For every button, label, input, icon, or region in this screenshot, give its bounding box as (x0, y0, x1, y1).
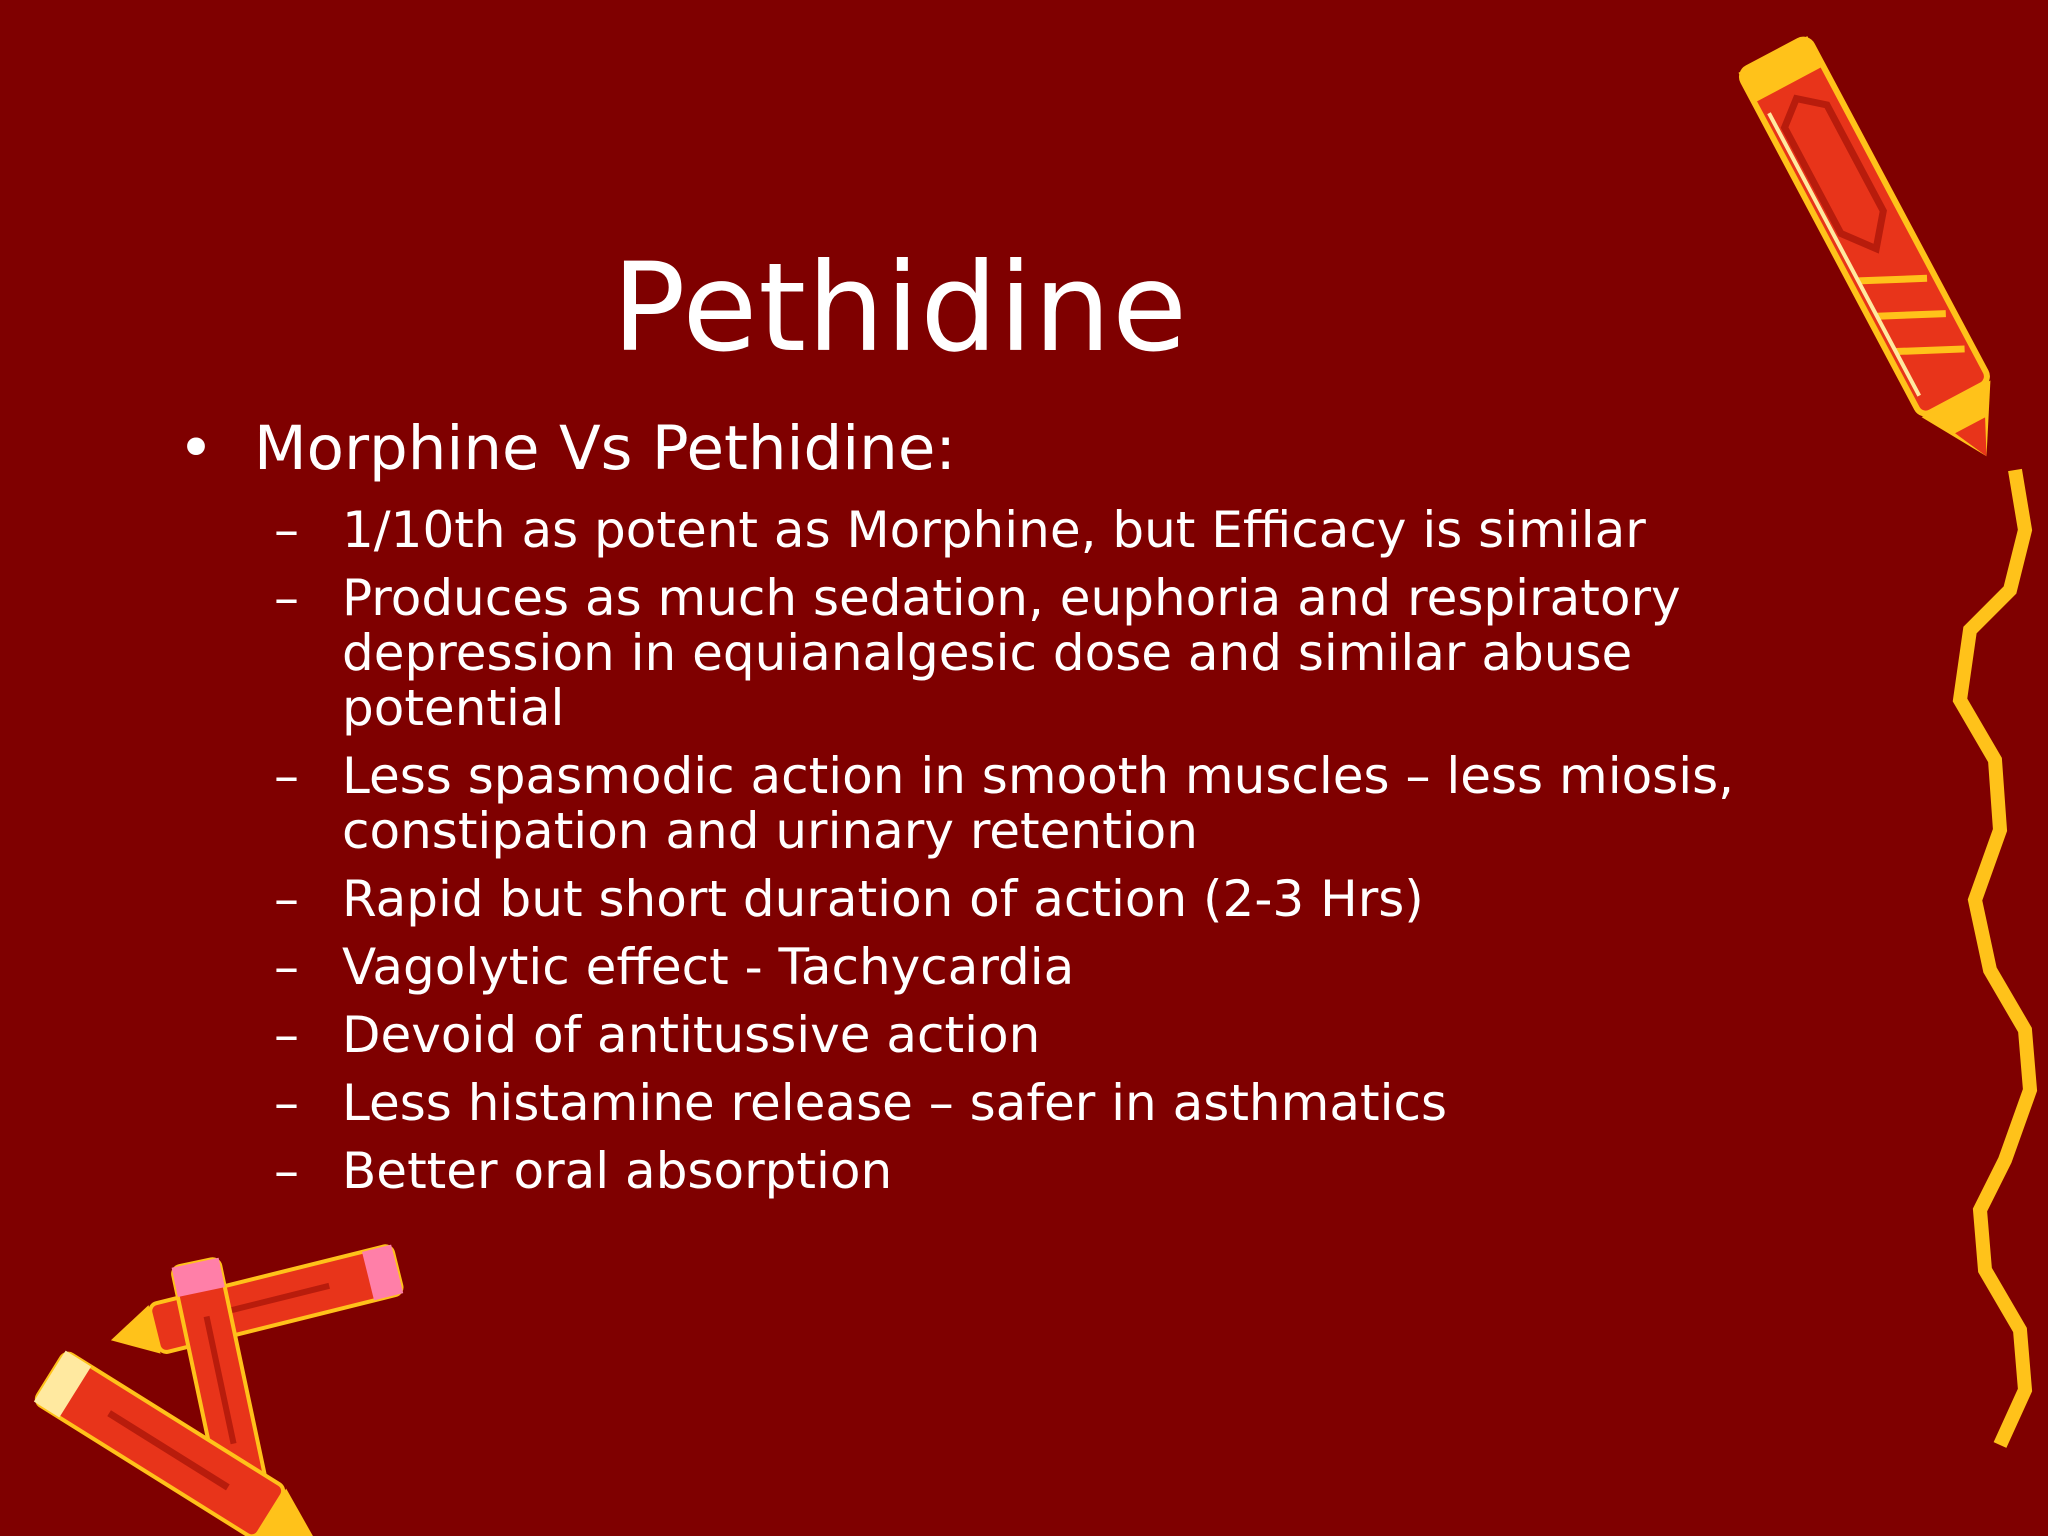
main-bullet-text: Morphine Vs Pethidine: (254, 413, 956, 484)
sub-bullet-text: Rapid but short duration of action (2-3 Hrs) (342, 870, 1424, 928)
main-bullet (170, 408, 1790, 490)
slide-content (170, 408, 1790, 1199)
dash-marker: – (274, 938, 299, 996)
dash-marker: – (274, 747, 299, 805)
sub-bullet (170, 872, 1790, 927)
dash-marker: – (274, 1142, 299, 1200)
crayons-bottom-left-icon (10, 1245, 410, 1535)
sub-bullet (170, 571, 1790, 736)
sub-bullet-text: Devoid of antitussive action (342, 1006, 1041, 1064)
sub-bullet-text: Better oral absorption (342, 1142, 893, 1200)
sub-bullet-text: Produces as much sedation, euphoria and respiratory depression in equianalgesic dose and similar abuse potential (342, 569, 1681, 737)
sub-bullet (170, 1008, 1790, 1063)
sub-bullet-text: Less histamine release – safer in asthmatics (342, 1074, 1448, 1132)
sub-bullet-list (170, 503, 1790, 1199)
bullet-marker: • (178, 413, 214, 484)
slide-title: Pethidine (611, 237, 1189, 379)
sub-bullet-text: Vagolytic effect - Tachycardia (342, 938, 1075, 996)
sub-bullet (170, 749, 1790, 859)
dash-marker: – (274, 501, 299, 559)
sub-bullet (170, 1076, 1790, 1131)
sub-bullet (170, 503, 1790, 558)
squiggle-line-icon (1940, 470, 2048, 1450)
dash-marker: – (274, 1074, 299, 1132)
sub-bullet (170, 940, 1790, 995)
sub-bullet-text: Less spasmodic action in smooth muscles – less miosis, constipation and urinary retention (342, 747, 1735, 860)
sub-bullet-text: 1/10th as potent as Morphine, but Efficacy is similar (342, 501, 1646, 559)
dash-marker: – (274, 1006, 299, 1064)
sub-bullet (170, 1144, 1790, 1199)
dash-marker: – (274, 870, 299, 928)
dash-marker: – (274, 569, 299, 627)
